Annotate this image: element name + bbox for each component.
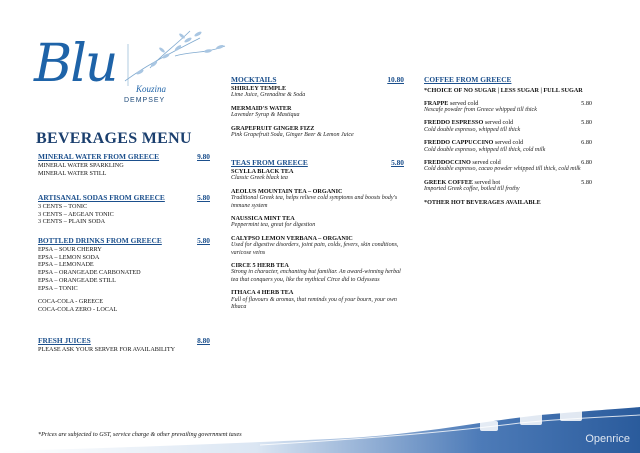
section-teas — [231, 158, 404, 312]
menu-item — [231, 168, 404, 183]
section-title: MINERAL WATER FROM GREECE — [38, 152, 160, 161]
item-name: FREDDO ESPRESSO — [424, 119, 484, 127]
menu-item — [231, 215, 404, 230]
section-bottled-drinks — [38, 236, 210, 314]
item-name: FRAPPE — [424, 99, 449, 107]
menu-item — [231, 125, 404, 140]
item-description: Cold double espresso, whipped till thick — [424, 126, 521, 133]
menu-item — [231, 262, 404, 284]
list-item: COCA-COLA - GREECE — [38, 298, 103, 306]
item-price: 5.80 — [581, 99, 592, 107]
list-item: MINERAL WATER STILL — [38, 169, 107, 177]
section-mocktails — [231, 75, 404, 139]
item-description: Full of flavours & aromas, that reminds you of your bourn, your own Ithaca — [231, 296, 397, 311]
list-item: 3 CENTS – TONIC — [38, 203, 88, 210]
item-name: NAUSSICA MINT TEA — [231, 215, 295, 223]
list-item: EPSA – LEMONADE — [38, 261, 94, 269]
line-list — [38, 346, 210, 354]
item-serving: served cold — [484, 119, 514, 127]
item-description: Pink Grapefruit Soda, Ginger Beer & Lemon Juice — [231, 132, 354, 139]
section-coffee — [424, 75, 592, 206]
section-price: 5.80 — [197, 193, 210, 202]
item-name: GRAPEFRUIT GINGER FIZZ — [231, 124, 315, 132]
section-title: FRESH JUICES — [38, 336, 91, 345]
sea-wave-illustration — [0, 393, 640, 453]
item-description: Lime Juice, Grenadine & Soda — [231, 92, 306, 99]
list-item: MINERAL WATER SPARKLING — [38, 162, 124, 169]
item-name: CALYPSO LEMON VERBANA – ORGANIC — [231, 234, 353, 242]
menu-item — [231, 85, 404, 100]
section-title: ARTISANAL SODAS FROM GREECE — [38, 193, 165, 202]
item-price: 5.80 — [581, 178, 592, 186]
item-name: SCYLLA BLACK TEA — [231, 168, 294, 175]
list-item: EPSA – ORANGEADE CARBONATED — [38, 269, 141, 277]
item-name: ITHACA 4 HERB TEA — [231, 289, 294, 297]
list-item: EPSA – LEMON SODA — [38, 253, 100, 261]
section-title: TEAS FROM GREECE — [231, 158, 308, 167]
section-mineral-water — [38, 152, 210, 177]
menu-item — [231, 235, 404, 257]
item-description: Used for digestive disorders, joint pain, colds, fevers, skin conditions, varicose veins — [231, 242, 399, 256]
brand-subtitle: Kouzina — [136, 84, 167, 94]
section-artisanal-sodas — [38, 193, 210, 226]
brand-location: DEMPSEY — [124, 97, 166, 104]
menu-item — [231, 105, 404, 120]
menu-item — [424, 179, 592, 194]
section-price: 9.80 — [197, 152, 210, 161]
item-serving: served hot — [474, 178, 501, 186]
brand-logo — [28, 34, 218, 114]
section-header — [38, 336, 210, 345]
item-description: Strong in character, enchanting but familiar. An award-winning herbal tea that conquers you, like the mythical Circe did to Odysseus — [231, 269, 401, 283]
menu-item — [424, 100, 592, 115]
section-header — [231, 75, 404, 84]
list-item: 3 CENTS – PLAIN SODA — [38, 218, 106, 226]
menu-item — [424, 119, 592, 134]
item-description: Classic Greek black tea — [231, 175, 288, 182]
sugar-note: *CHOICE OF NO SUGAR | LESS SUGAR | FULL SUGAR — [424, 87, 583, 94]
item-serving: served cold — [449, 99, 479, 107]
section-header — [38, 193, 210, 202]
item-price: 6.80 — [581, 159, 592, 167]
section-price: 8.80 — [197, 336, 210, 345]
list-item: EPSA – SOUR CHERRY — [38, 246, 102, 253]
item-serving: served cold — [472, 159, 501, 167]
section-title: MOCKTAILS — [231, 75, 277, 84]
list-item: COCA-COLA ZERO - LOCAL — [38, 305, 118, 313]
item-description: Traditional Greek tea, helps relieve cold symptoms and boosts body's immune system — [231, 195, 398, 209]
item-description: Peppermint tea, great for digestion — [231, 222, 316, 229]
menu-item — [231, 188, 404, 210]
list-item: EPSA – TONIC — [38, 284, 78, 292]
line-list — [38, 203, 210, 226]
item-price: 6.80 — [581, 139, 592, 147]
item-description: Cold double espresso, whipped till thick, cold milk — [424, 146, 546, 153]
item-description: Nescafe powder from Greece whipped till thick — [424, 107, 537, 113]
other-beverages-note: *OTHER HOT BEVERAGES AVAILABLE — [424, 198, 541, 206]
item-description: Imported Greek coffee, boiled till frothy — [424, 186, 520, 193]
item-name: MERMAID'S WATER — [231, 104, 292, 112]
item-price: 5.80 — [581, 119, 592, 127]
section-price: 10.80 — [387, 75, 404, 84]
line-list — [38, 246, 210, 314]
menu-item — [231, 289, 404, 311]
section-header — [38, 236, 210, 245]
menu-item — [424, 159, 592, 174]
item-name: AEOLUS MOUNTAIN TEA – ORGANIC — [231, 187, 343, 195]
line-list — [38, 162, 210, 177]
section-price: 5.80 — [391, 158, 404, 167]
section-header — [231, 158, 404, 167]
list-item: 3 CENTS – AEGEAN TONIC — [38, 210, 114, 218]
page-title: BEVERAGES MENU — [36, 130, 192, 147]
section-price: 5.80 — [197, 236, 210, 245]
list-item: PLEASE ASK YOUR SERVER FOR AVAILABILITY — [38, 346, 176, 353]
brand-name: Blu — [34, 34, 117, 94]
item-description: Cold double espresso, cacao powder whipped till thick, cold milk — [424, 166, 581, 173]
section-title: BOTTLED DRINKS FROM GREECE — [38, 236, 162, 245]
section-header — [38, 152, 210, 161]
price-footnote: *Prices are subjected to GST, service charge & other prevailing government taxes — [38, 431, 242, 438]
menu-item — [424, 139, 592, 154]
item-name: CIRCE 5 HERB TEA — [231, 262, 289, 270]
item-name: FREDDOCCINO — [424, 159, 471, 167]
section-title: COFFEE FROM GREECE — [424, 75, 512, 84]
section-fresh-juices — [38, 336, 210, 354]
item-name: GREEK COFFEE — [424, 178, 473, 186]
list-item: EPSA – ORANGEADE STILL — [38, 276, 116, 284]
item-name: SHIRLEY TEMPLE — [231, 85, 287, 92]
olive-branch-icon — [120, 26, 230, 86]
section-header — [424, 75, 592, 84]
item-serving: served cold — [494, 139, 524, 147]
item-description: Lavender Syrup & Mastiqua — [231, 112, 300, 119]
watermark: Openrice — [585, 433, 630, 445]
item-name: FREDDO CAPPUCCINO — [424, 139, 494, 147]
